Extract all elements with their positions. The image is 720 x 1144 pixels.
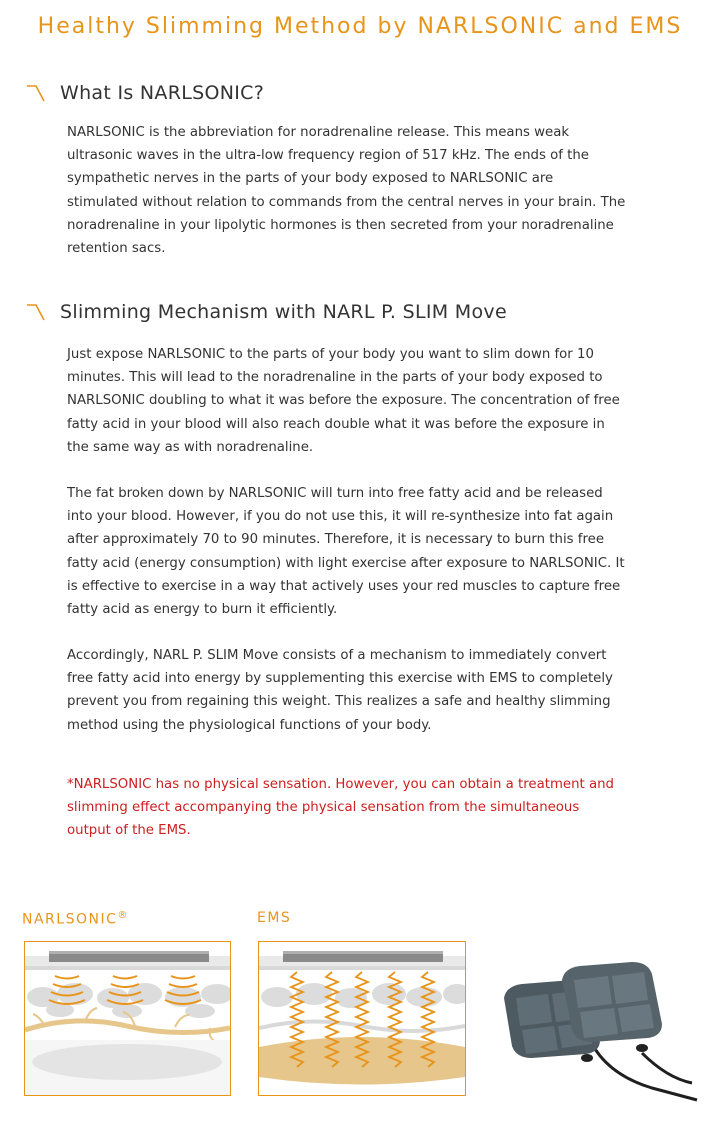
section-title: Slimming Mechanism with NARL P. SLIM Move xyxy=(60,301,507,323)
paragraph: The fat broken down by NARLSONIC will turn into free fatty acid and be released into your blood. However, if you do not use this, it will re-synthesize into fat again after approximately 70 to 90 minutes. Therefore, it is necessary to burn this free fatty acid (energy consumption) with light exercise after exposure to NARLSONIC. It is effective to exercise in a way that actively uses your red muscles to capture free fatty acid as energy to burn it efficiently. xyxy=(67,486,625,618)
device-pad xyxy=(283,954,443,962)
corner-bracket-icon xyxy=(26,83,46,103)
narlsonic-figure-label xyxy=(22,910,129,928)
ems-pad-device-image xyxy=(492,958,702,1108)
note-paragraph: *NARLSONIC has no physical sensation. However, you can obtain a treatment and slimming effect accompanying the physical sensation from the simultaneous output of the EMS. xyxy=(67,777,614,839)
paragraph: Just expose NARLSONIC to the parts of your body you want to slim down for 10 minutes. This will lead to the noradrenaline in the parts of your body exposed to NARLSONIC doubling to what it was before the exposure. The concentration of free fatty acid in your blood will also reach double what it was before the exposure in the same way as with noradrenaline. xyxy=(67,347,620,455)
paragraph: NARLSONIC is the abbreviation for noradrenaline release. This means weak ultrasonic waves in the ultra-low frequency region of 517 kHz. The ends of the sympathetic nerves in the parts of your body exposed to NARLSONIC are stimulated without relation to commands from the central nerves in your brain. The noradrenaline in your lipolytic hormones is then secreted from your noradrenaline retention sacs. xyxy=(67,125,626,257)
electrode-pad-right xyxy=(562,962,662,1042)
paragraph: Accordingly, NARL P. SLIM Move consists of a mechanism to immediately convert free fatty acid into energy by supplementing this exercise with EMS to completely prevent you from regaining this weight. This realizes a safe and healthy slimming method using the physiological functions of your body. xyxy=(67,648,613,733)
ems-figure-label: EMS xyxy=(257,910,292,926)
section-heading-what-is xyxy=(26,82,264,104)
ems-diagram xyxy=(258,941,466,1096)
section-heading-mechanism xyxy=(26,301,507,323)
page-title: Healthy Slimming Method by NARLSONIC and EMS xyxy=(37,14,683,39)
narlsonic-label-text: NARLSONIC xyxy=(22,911,118,928)
corner-bracket-icon xyxy=(26,302,46,322)
section-title: What Is NARLSONIC? xyxy=(60,82,265,104)
registered-mark: ® xyxy=(117,910,129,921)
narlsonic-diagram xyxy=(24,941,231,1096)
device-pad xyxy=(49,954,209,962)
